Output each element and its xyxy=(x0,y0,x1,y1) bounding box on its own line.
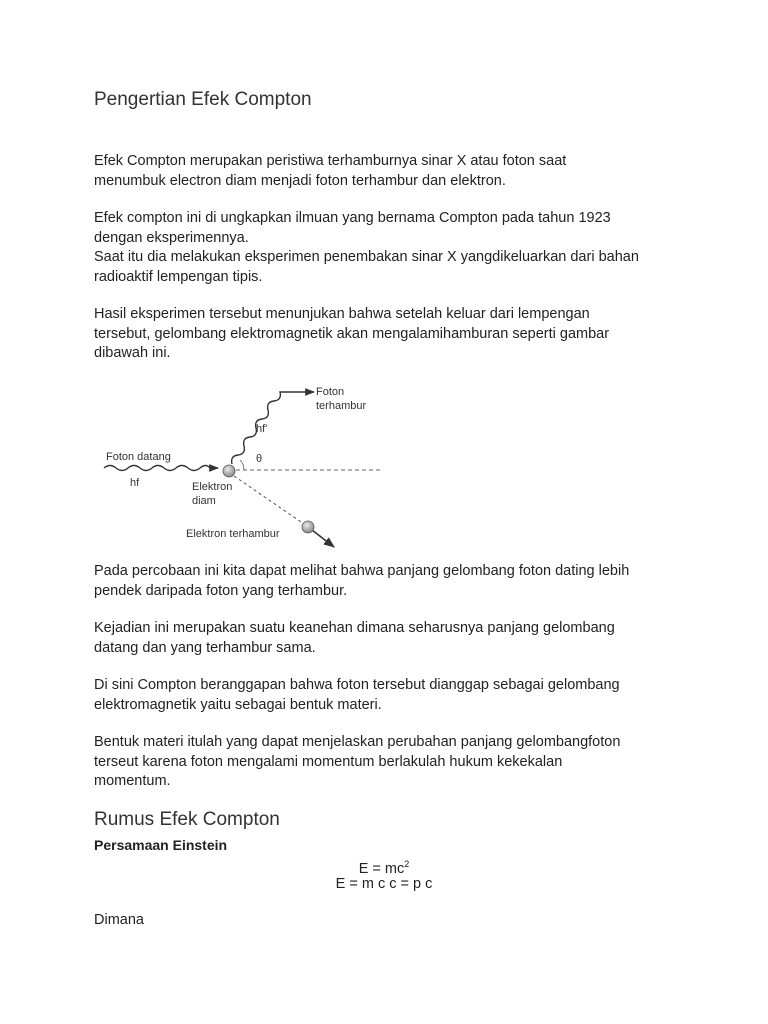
angle-arc xyxy=(240,460,244,470)
text-line: datang dan yang terhambur sama. xyxy=(94,639,316,656)
label-foton-terhambur-2: terhambur xyxy=(316,400,367,412)
equation-momentum: E = m c c = p c xyxy=(335,876,433,892)
paragraph-anomaly xyxy=(94,619,694,658)
text-line: Hasil eksperimen tersebut menunjukan bahwa setelah keluar dari lempengan xyxy=(94,306,590,322)
electron-at-rest xyxy=(223,465,235,477)
text-line: pendek daripada foton yang terhambur. xyxy=(94,582,348,599)
text-line: terseut karena foton mengalami momentum berlakulah hukum kekekalan xyxy=(94,753,563,770)
text-line: Kejadian ini merupakan suatu keanehan dimana seharusnya panjang gelombang xyxy=(94,620,615,636)
text-line: tersebut, gelombang elektromagnetik akan mengalamihamburan seperti gambar xyxy=(94,325,610,342)
scattered-electron xyxy=(302,521,314,533)
label-theta: θ xyxy=(256,453,263,465)
text-line: elektromagnetik yaitu sebagai bentuk materi. xyxy=(94,696,382,713)
text-line: dengan eksperimennya. xyxy=(94,229,249,246)
compton-scattering-diagram xyxy=(92,376,392,552)
paragraph-history xyxy=(94,209,694,287)
text-line: momentum. xyxy=(94,773,171,789)
electron-path-dashed xyxy=(234,476,304,524)
subheading-einstein: Persamaan Einstein xyxy=(94,837,228,853)
paragraph-result xyxy=(94,305,694,364)
text-line: menumbuk electron diam menjadi foton terhambur dan elektron. xyxy=(94,172,506,189)
paragraph-definition xyxy=(94,152,694,191)
text-line: dibawah ini. xyxy=(94,345,171,361)
text-line: Pada percobaan ini kita dapat melihat bahwa panjang gelombang foton dating lebih xyxy=(94,563,630,579)
text-line: radioaktif lempengan tipis. xyxy=(94,268,263,285)
incoming-photon-wave xyxy=(104,466,218,471)
equation-base: E = mc xyxy=(358,860,405,877)
section-title: Rumus Efek Compton xyxy=(94,809,280,830)
label-elektron-diam-1: Elektron xyxy=(192,481,233,493)
paragraph-assumption xyxy=(94,676,694,715)
text-line: Di sini Compton beranggapan bahwa foton tersebut dianggap sebagai gelombang xyxy=(94,677,620,693)
label-elektron-terhambur: Elektron terhambur xyxy=(186,528,280,540)
label-elektron-diam-2: diam xyxy=(192,495,216,507)
text-line: Bentuk materi itulah yang dapat menjelaskan perubahan panjang gelombangfoton xyxy=(94,734,621,750)
text-line: Efek compton ini di ungkapkan ilmuan yang bernama Compton pada tahun 1923 xyxy=(94,210,611,226)
equation-exponent: 2 xyxy=(404,859,410,869)
label-foton-terhambur-1: Foton xyxy=(316,386,345,398)
page-title: Pengertian Efek Compton xyxy=(94,89,312,110)
text-line: Efek Compton merupakan peristiwa terhamburnya sinar X atau foton saat xyxy=(94,153,567,169)
paragraph-momentum xyxy=(94,733,694,792)
scattered-photon-wave xyxy=(232,392,314,464)
label-hf: hf xyxy=(130,477,140,489)
text-line: Saat itu dia melakukan eksperimen penembakan sinar X yangdikeluarkan dari bahan xyxy=(94,249,639,265)
dimana-label: Dimana xyxy=(94,912,144,928)
label-foton-datang: Foton datang xyxy=(106,451,171,463)
electron-exit-arrow xyxy=(312,530,334,547)
paragraph-observation xyxy=(94,562,694,601)
label-hf-prime: hf' xyxy=(256,423,268,435)
